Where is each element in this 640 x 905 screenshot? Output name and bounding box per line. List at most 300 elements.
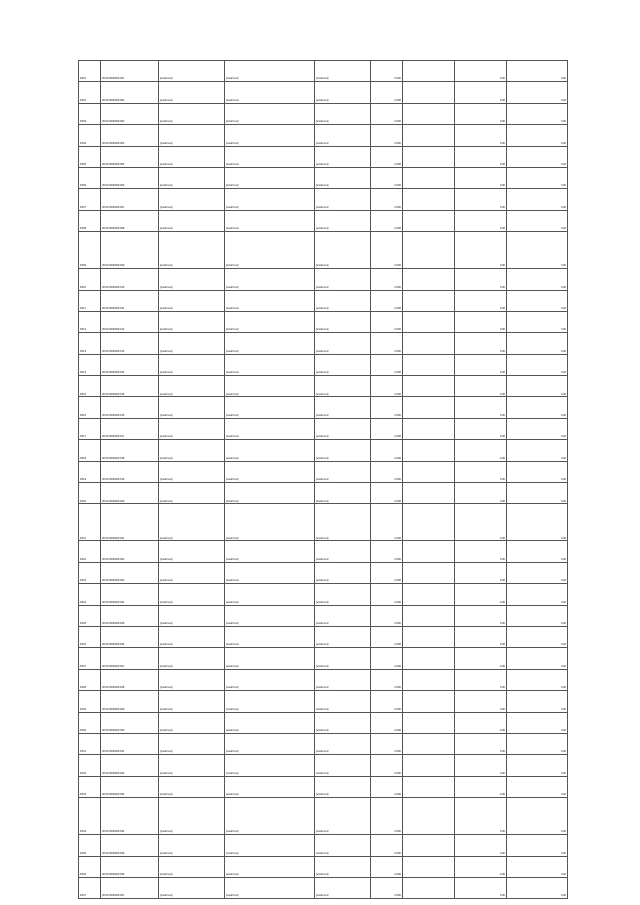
- row-id-cell: 9X21: [79, 504, 101, 541]
- cadastral-number-cell: 00:00:0000000:019: [101, 461, 159, 482]
- row-id-cell: 9X07: [79, 189, 101, 210]
- extra-column-cell: [403, 669, 455, 690]
- value-cell: 0.00: [455, 712, 507, 733]
- cadastral-number-cell: 00:00:0000000:008: [101, 210, 159, 231]
- register-table: [78, 60, 568, 899]
- total-cell: 0.00: [507, 584, 568, 605]
- address-cell: [small text]: [159, 397, 225, 418]
- address-cell: [small text]: [159, 290, 225, 311]
- total-cell: 0.00: [507, 835, 568, 856]
- area-cell: 0.000: [371, 440, 403, 461]
- address-cell: [small text]: [159, 232, 225, 269]
- land-category-cell: [small text]: [225, 691, 315, 712]
- table-row: [79, 562, 568, 583]
- address-cell: [small text]: [159, 269, 225, 290]
- permitted-use-cell: [small text]: [315, 541, 371, 562]
- value-cell: 0.00: [455, 541, 507, 562]
- land-category-cell: [small text]: [225, 776, 315, 797]
- table-row: [79, 669, 568, 690]
- area-cell: 0.000: [371, 61, 403, 82]
- extra-column-cell: [403, 61, 455, 82]
- value-cell: 0.00: [455, 311, 507, 332]
- permitted-use-cell: [small text]: [315, 605, 371, 626]
- address-cell: [small text]: [159, 461, 225, 482]
- value-cell: 0.00: [455, 669, 507, 690]
- value-cell: 0.00: [455, 856, 507, 877]
- land-category-cell: [small text]: [225, 354, 315, 375]
- extra-column-cell: [403, 648, 455, 669]
- address-cell: [small text]: [159, 648, 225, 669]
- land-category-cell: [small text]: [225, 125, 315, 146]
- area-cell: 0.000: [371, 210, 403, 231]
- cadastral-number-cell: 00:00:0000000:001: [101, 61, 159, 82]
- value-cell: 0.00: [455, 146, 507, 167]
- cadastral-number-cell: 00:00:0000000:005: [101, 146, 159, 167]
- row-id-cell: 9X10: [79, 269, 101, 290]
- table-row: [79, 712, 568, 733]
- area-cell: 0.000: [371, 776, 403, 797]
- value-cell: 0.00: [455, 483, 507, 504]
- land-category-cell: [small text]: [225, 541, 315, 562]
- extra-column-cell: [403, 483, 455, 504]
- land-category-cell: [small text]: [225, 269, 315, 290]
- area-cell: 0.000: [371, 626, 403, 647]
- area-cell: 0.000: [371, 733, 403, 754]
- extra-column-cell: [403, 733, 455, 754]
- total-cell: 0.00: [507, 167, 568, 188]
- area-cell: 0.000: [371, 712, 403, 733]
- cadastral-number-cell: 00:00:0000000:026: [101, 626, 159, 647]
- extra-column-cell: [403, 269, 455, 290]
- row-id-cell: 9X12: [79, 311, 101, 332]
- permitted-use-cell: [small text]: [315, 354, 371, 375]
- total-cell: 0.00: [507, 189, 568, 210]
- extra-column-cell: [403, 189, 455, 210]
- permitted-use-cell: [small text]: [315, 333, 371, 354]
- table-row: [79, 483, 568, 504]
- area-cell: 0.000: [371, 798, 403, 835]
- permitted-use-cell: [small text]: [315, 125, 371, 146]
- permitted-use-cell: [small text]: [315, 733, 371, 754]
- row-id-cell: 9X08: [79, 210, 101, 231]
- cadastral-number-cell: 00:00:0000000:002: [101, 82, 159, 103]
- address-cell: [small text]: [159, 798, 225, 835]
- row-id-cell: 9X27: [79, 648, 101, 669]
- permitted-use-cell: [small text]: [315, 856, 371, 877]
- extra-column-cell: [403, 397, 455, 418]
- total-cell: 0.00: [507, 605, 568, 626]
- table-row: [79, 82, 568, 103]
- row-id-cell: 9X25: [79, 605, 101, 626]
- row-id-cell: 9X09: [79, 232, 101, 269]
- table-row: [79, 877, 568, 898]
- area-cell: 0.000: [371, 189, 403, 210]
- permitted-use-cell: [small text]: [315, 584, 371, 605]
- total-cell: 0.00: [507, 61, 568, 82]
- address-cell: [small text]: [159, 691, 225, 712]
- address-cell: [small text]: [159, 504, 225, 541]
- permitted-use-cell: [small text]: [315, 311, 371, 332]
- row-id-cell: 9X29: [79, 691, 101, 712]
- cadastral-number-cell: 00:00:0000000:004: [101, 125, 159, 146]
- cadastral-number-cell: 00:00:0000000:027: [101, 648, 159, 669]
- permitted-use-cell: [small text]: [315, 210, 371, 231]
- address-cell: [small text]: [159, 755, 225, 776]
- cadastral-number-cell: 00:00:0000000:037: [101, 877, 159, 898]
- area-cell: 0.000: [371, 669, 403, 690]
- permitted-use-cell: [small text]: [315, 755, 371, 776]
- address-cell: [small text]: [159, 562, 225, 583]
- address-cell: [small text]: [159, 669, 225, 690]
- table-row: [79, 798, 568, 835]
- cadastral-number-cell: 00:00:0000000:006: [101, 167, 159, 188]
- extra-column-cell: [403, 376, 455, 397]
- address-cell: [small text]: [159, 103, 225, 124]
- value-cell: 0.00: [455, 397, 507, 418]
- table-row: [79, 146, 568, 167]
- table-row: [79, 541, 568, 562]
- total-cell: 0.00: [507, 103, 568, 124]
- row-id-cell: 9X02: [79, 82, 101, 103]
- cadastral-number-cell: 00:00:0000000:017: [101, 418, 159, 439]
- row-id-cell: 9X13: [79, 333, 101, 354]
- permitted-use-cell: [small text]: [315, 648, 371, 669]
- extra-column-cell: [403, 333, 455, 354]
- extra-column-cell: [403, 103, 455, 124]
- land-category-cell: [small text]: [225, 877, 315, 898]
- permitted-use-cell: [small text]: [315, 290, 371, 311]
- value-cell: 0.00: [455, 877, 507, 898]
- address-cell: [small text]: [159, 333, 225, 354]
- land-category-cell: [small text]: [225, 232, 315, 269]
- address-cell: [small text]: [159, 483, 225, 504]
- area-cell: 0.000: [371, 483, 403, 504]
- value-cell: 0.00: [455, 605, 507, 626]
- extra-column-cell: [403, 584, 455, 605]
- value-cell: 0.00: [455, 440, 507, 461]
- permitted-use-cell: [small text]: [315, 798, 371, 835]
- value-cell: 0.00: [455, 269, 507, 290]
- permitted-use-cell: [small text]: [315, 376, 371, 397]
- permitted-use-cell: [small text]: [315, 146, 371, 167]
- value-cell: 0.00: [455, 584, 507, 605]
- address-cell: [small text]: [159, 440, 225, 461]
- value-cell: 0.00: [455, 82, 507, 103]
- value-cell: 0.00: [455, 333, 507, 354]
- cadastral-number-cell: 00:00:0000000:025: [101, 605, 159, 626]
- row-id-cell: 9X23: [79, 562, 101, 583]
- cadastral-number-cell: 00:00:0000000:012: [101, 311, 159, 332]
- row-id-cell: 9X37: [79, 877, 101, 898]
- cadastral-number-cell: 00:00:0000000:013: [101, 333, 159, 354]
- table-row: [79, 311, 568, 332]
- land-category-cell: [small text]: [225, 397, 315, 418]
- row-id-cell: 9X03: [79, 103, 101, 124]
- cadastral-number-cell: 00:00:0000000:023: [101, 562, 159, 583]
- cadastral-number-cell: 00:00:0000000:014: [101, 354, 159, 375]
- value-cell: 0.00: [455, 504, 507, 541]
- table-row: [79, 290, 568, 311]
- land-category-cell: [small text]: [225, 461, 315, 482]
- cadastral-number-cell: 00:00:0000000:020: [101, 483, 159, 504]
- cadastral-number-cell: 00:00:0000000:033: [101, 776, 159, 797]
- total-cell: 0.00: [507, 504, 568, 541]
- extra-column-cell: [403, 504, 455, 541]
- area-cell: 0.000: [371, 354, 403, 375]
- area-cell: 0.000: [371, 461, 403, 482]
- address-cell: [small text]: [159, 733, 225, 754]
- row-id-cell: 9X16: [79, 397, 101, 418]
- value-cell: 0.00: [455, 167, 507, 188]
- area-cell: 0.000: [371, 333, 403, 354]
- register-table-body: [79, 61, 568, 899]
- land-category-cell: [small text]: [225, 562, 315, 583]
- extra-column-cell: [403, 210, 455, 231]
- cadastral-number-cell: 00:00:0000000:016: [101, 397, 159, 418]
- total-cell: 0.00: [507, 210, 568, 231]
- cadastral-number-cell: 00:00:0000000:010: [101, 269, 159, 290]
- address-cell: [small text]: [159, 354, 225, 375]
- total-cell: 0.00: [507, 691, 568, 712]
- value-cell: 0.00: [455, 418, 507, 439]
- permitted-use-cell: [small text]: [315, 504, 371, 541]
- area-cell: 0.000: [371, 584, 403, 605]
- row-id-cell: 9X01: [79, 61, 101, 82]
- table-row: [79, 418, 568, 439]
- area-cell: 0.000: [371, 755, 403, 776]
- extra-column-cell: [403, 82, 455, 103]
- cadastral-number-cell: 00:00:0000000:028: [101, 669, 159, 690]
- row-id-cell: 9X15: [79, 376, 101, 397]
- cadastral-number-cell: 00:00:0000000:024: [101, 584, 159, 605]
- land-category-cell: [small text]: [225, 82, 315, 103]
- table-row: [79, 333, 568, 354]
- land-category-cell: [small text]: [225, 61, 315, 82]
- area-cell: 0.000: [371, 290, 403, 311]
- row-id-cell: 9X14: [79, 354, 101, 375]
- extra-column-cell: [403, 146, 455, 167]
- land-category-cell: [small text]: [225, 103, 315, 124]
- land-category-cell: [small text]: [225, 733, 315, 754]
- extra-column-cell: [403, 290, 455, 311]
- extra-column-cell: [403, 440, 455, 461]
- area-cell: 0.000: [371, 167, 403, 188]
- value-cell: 0.00: [455, 648, 507, 669]
- cadastral-number-cell: 00:00:0000000:030: [101, 712, 159, 733]
- permitted-use-cell: [small text]: [315, 776, 371, 797]
- permitted-use-cell: [small text]: [315, 269, 371, 290]
- permitted-use-cell: [small text]: [315, 562, 371, 583]
- land-category-cell: [small text]: [225, 856, 315, 877]
- table-row: [79, 626, 568, 647]
- row-id-cell: 9X05: [79, 146, 101, 167]
- area-cell: 0.000: [371, 311, 403, 332]
- area-cell: 0.000: [371, 269, 403, 290]
- extra-column-cell: [403, 755, 455, 776]
- land-category-cell: [small text]: [225, 333, 315, 354]
- land-category-cell: [small text]: [225, 440, 315, 461]
- value-cell: 0.00: [455, 354, 507, 375]
- cadastral-number-cell: 00:00:0000000:029: [101, 691, 159, 712]
- row-id-cell: 9X04: [79, 125, 101, 146]
- row-id-cell: 9X32: [79, 755, 101, 776]
- permitted-use-cell: [small text]: [315, 440, 371, 461]
- value-cell: 0.00: [455, 61, 507, 82]
- value-cell: 0.00: [455, 210, 507, 231]
- total-cell: 0.00: [507, 562, 568, 583]
- extra-column-cell: [403, 541, 455, 562]
- cadastral-number-cell: 00:00:0000000:034: [101, 798, 159, 835]
- permitted-use-cell: [small text]: [315, 232, 371, 269]
- area-cell: 0.000: [371, 835, 403, 856]
- table-row: [79, 232, 568, 269]
- row-id-cell: 9X33: [79, 776, 101, 797]
- land-category-cell: [small text]: [225, 210, 315, 231]
- table-row: [79, 856, 568, 877]
- row-id-cell: 9X36: [79, 856, 101, 877]
- row-id-cell: 9X06: [79, 167, 101, 188]
- row-id-cell: 9X17: [79, 418, 101, 439]
- address-cell: [small text]: [159, 311, 225, 332]
- address-cell: [small text]: [159, 210, 225, 231]
- table-row: [79, 461, 568, 482]
- permitted-use-cell: [small text]: [315, 397, 371, 418]
- table-row: [79, 584, 568, 605]
- table-row: [79, 776, 568, 797]
- address-cell: [small text]: [159, 146, 225, 167]
- table-row: [79, 835, 568, 856]
- row-id-cell: 9X19: [79, 461, 101, 482]
- permitted-use-cell: [small text]: [315, 877, 371, 898]
- address-cell: [small text]: [159, 125, 225, 146]
- land-category-cell: [small text]: [225, 290, 315, 311]
- area-cell: 0.000: [371, 504, 403, 541]
- address-cell: [small text]: [159, 776, 225, 797]
- permitted-use-cell: [small text]: [315, 626, 371, 647]
- permitted-use-cell: [small text]: [315, 418, 371, 439]
- area-cell: 0.000: [371, 877, 403, 898]
- cadastral-number-cell: 00:00:0000000:011: [101, 290, 159, 311]
- table-row: [79, 354, 568, 375]
- total-cell: 0.00: [507, 461, 568, 482]
- address-cell: [small text]: [159, 584, 225, 605]
- extra-column-cell: [403, 877, 455, 898]
- area-cell: 0.000: [371, 125, 403, 146]
- value-cell: 0.00: [455, 376, 507, 397]
- row-id-cell: 9X11: [79, 290, 101, 311]
- value-cell: 0.00: [455, 691, 507, 712]
- land-category-cell: [small text]: [225, 418, 315, 439]
- row-id-cell: 9X22: [79, 541, 101, 562]
- cadastral-number-cell: 00:00:0000000:036: [101, 856, 159, 877]
- table-row: [79, 189, 568, 210]
- extra-column-cell: [403, 712, 455, 733]
- total-cell: 0.00: [507, 232, 568, 269]
- address-cell: [small text]: [159, 376, 225, 397]
- table-row: [79, 605, 568, 626]
- land-category-cell: [small text]: [225, 648, 315, 669]
- land-category-cell: [small text]: [225, 167, 315, 188]
- extra-column-cell: [403, 798, 455, 835]
- total-cell: 0.00: [507, 311, 568, 332]
- cadastral-number-cell: 00:00:0000000:003: [101, 103, 159, 124]
- permitted-use-cell: [small text]: [315, 189, 371, 210]
- land-category-cell: [small text]: [225, 311, 315, 332]
- row-id-cell: 9X18: [79, 440, 101, 461]
- address-cell: [small text]: [159, 856, 225, 877]
- total-cell: 0.00: [507, 541, 568, 562]
- table-row: [79, 733, 568, 754]
- table-row: [79, 440, 568, 461]
- row-id-cell: 9X30: [79, 712, 101, 733]
- address-cell: [small text]: [159, 418, 225, 439]
- value-cell: 0.00: [455, 798, 507, 835]
- value-cell: 0.00: [455, 232, 507, 269]
- address-cell: [small text]: [159, 712, 225, 733]
- extra-column-cell: [403, 856, 455, 877]
- land-category-cell: [small text]: [225, 626, 315, 647]
- extra-column-cell: [403, 626, 455, 647]
- area-cell: 0.000: [371, 418, 403, 439]
- area-cell: 0.000: [371, 146, 403, 167]
- permitted-use-cell: [small text]: [315, 835, 371, 856]
- area-cell: 0.000: [371, 856, 403, 877]
- total-cell: 0.00: [507, 712, 568, 733]
- total-cell: 0.00: [507, 376, 568, 397]
- total-cell: 0.00: [507, 755, 568, 776]
- table-row: [79, 167, 568, 188]
- value-cell: 0.00: [455, 835, 507, 856]
- land-category-cell: [small text]: [225, 605, 315, 626]
- total-cell: 0.00: [507, 269, 568, 290]
- value-cell: 0.00: [455, 626, 507, 647]
- extra-column-cell: [403, 354, 455, 375]
- total-cell: 0.00: [507, 877, 568, 898]
- area-cell: 0.000: [371, 541, 403, 562]
- land-category-cell: [small text]: [225, 798, 315, 835]
- row-id-cell: 9X26: [79, 626, 101, 647]
- permitted-use-cell: [small text]: [315, 61, 371, 82]
- land-category-cell: [small text]: [225, 483, 315, 504]
- land-category-cell: [small text]: [225, 504, 315, 541]
- extra-column-cell: [403, 562, 455, 583]
- table-row: [79, 103, 568, 124]
- area-cell: 0.000: [371, 648, 403, 669]
- table-row: [79, 125, 568, 146]
- cadastral-number-cell: 00:00:0000000:031: [101, 733, 159, 754]
- land-category-cell: [small text]: [225, 584, 315, 605]
- land-category-cell: [small text]: [225, 669, 315, 690]
- land-category-cell: [small text]: [225, 189, 315, 210]
- table-row: [79, 397, 568, 418]
- total-cell: 0.00: [507, 648, 568, 669]
- extra-column-cell: [403, 461, 455, 482]
- area-cell: 0.000: [371, 397, 403, 418]
- value-cell: 0.00: [455, 103, 507, 124]
- permitted-use-cell: [small text]: [315, 461, 371, 482]
- row-id-cell: 9X20: [79, 483, 101, 504]
- total-cell: 0.00: [507, 146, 568, 167]
- total-cell: 0.00: [507, 397, 568, 418]
- extra-column-cell: [403, 605, 455, 626]
- address-cell: [small text]: [159, 82, 225, 103]
- permitted-use-cell: [small text]: [315, 82, 371, 103]
- cadastral-number-cell: 00:00:0000000:018: [101, 440, 159, 461]
- value-cell: 0.00: [455, 125, 507, 146]
- total-cell: 0.00: [507, 82, 568, 103]
- extra-column-cell: [403, 835, 455, 856]
- land-category-cell: [small text]: [225, 755, 315, 776]
